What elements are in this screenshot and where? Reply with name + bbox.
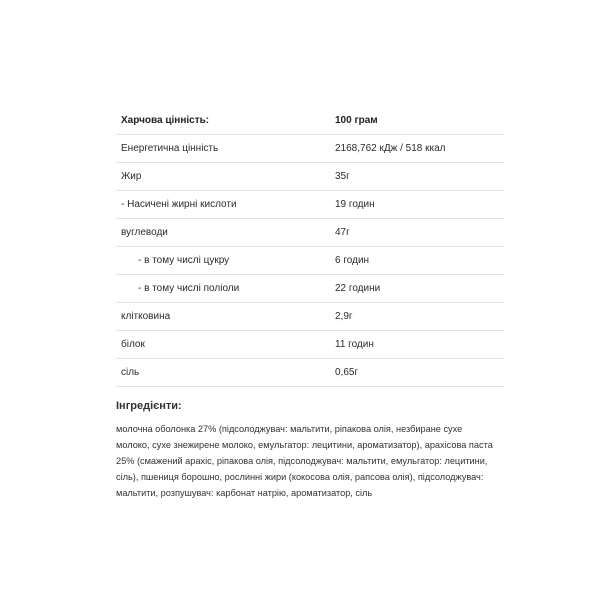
table-row	[116, 303, 504, 331]
row-label-protein: білок	[116, 331, 330, 359]
table-row	[116, 247, 504, 275]
table-row	[116, 219, 504, 247]
table-row	[116, 331, 504, 359]
row-label-fiber: клітковина	[116, 303, 330, 331]
table-row	[116, 135, 504, 163]
table-row	[116, 359, 504, 387]
table-header-row	[116, 107, 504, 135]
row-label-salt: сіль	[116, 359, 330, 387]
row-value-protein: 11 годин	[330, 331, 504, 359]
row-label-fat: Жир	[116, 163, 330, 191]
table-row	[116, 275, 504, 303]
row-value-sugars: 6 годин	[330, 247, 504, 275]
table-row	[116, 163, 504, 191]
header-label: Харчова цінність:	[116, 107, 330, 135]
ingredients-section	[116, 400, 494, 501]
table-row	[116, 191, 504, 219]
row-label-energy: Енергетична цінність	[116, 135, 330, 163]
row-value-fiber: 2,9г	[330, 303, 504, 331]
row-value-carbohydrates: 47г	[330, 219, 504, 247]
row-value-polyols: 22 години	[330, 275, 504, 303]
row-value-saturated-fat: 19 годин	[330, 191, 504, 219]
row-value-fat: 35г	[330, 163, 504, 191]
nutrition-table	[116, 107, 504, 387]
ingredients-title: Інгредієнти:	[116, 400, 182, 412]
header-value: 100 грам	[330, 107, 504, 135]
row-label-polyols: - в тому числі поліоли	[116, 275, 330, 303]
row-label-sugars: - в тому числі цукру	[116, 247, 330, 275]
row-label-saturated-fat: - Насичені жирні кислоти	[116, 191, 330, 219]
row-label-carbohydrates: вуглеводи	[116, 219, 330, 247]
ingredients-text: молочна оболонка 27% (підсолоджувач: мальтити, ріпакова олія, незбиране сухе молоко, сухе знежирене молоко, емульгатор: лецитини, ароматизатор), арахісова паста 25% (смажений арахіс, ріпакова олія, підсолоджувач: мальтити, емульгатор: лецитини, сіль), пшениця борошно, рослинні жири (кокосова олія, рапсова олія), підсолоджувач: мальтити, розпушувач: карбонат натрію, ароматизатор, сіль	[116, 424, 493, 498]
row-value-energy: 2168,762 кДж / 518 ккал	[330, 135, 504, 163]
row-value-salt: 0,65г	[330, 359, 504, 387]
